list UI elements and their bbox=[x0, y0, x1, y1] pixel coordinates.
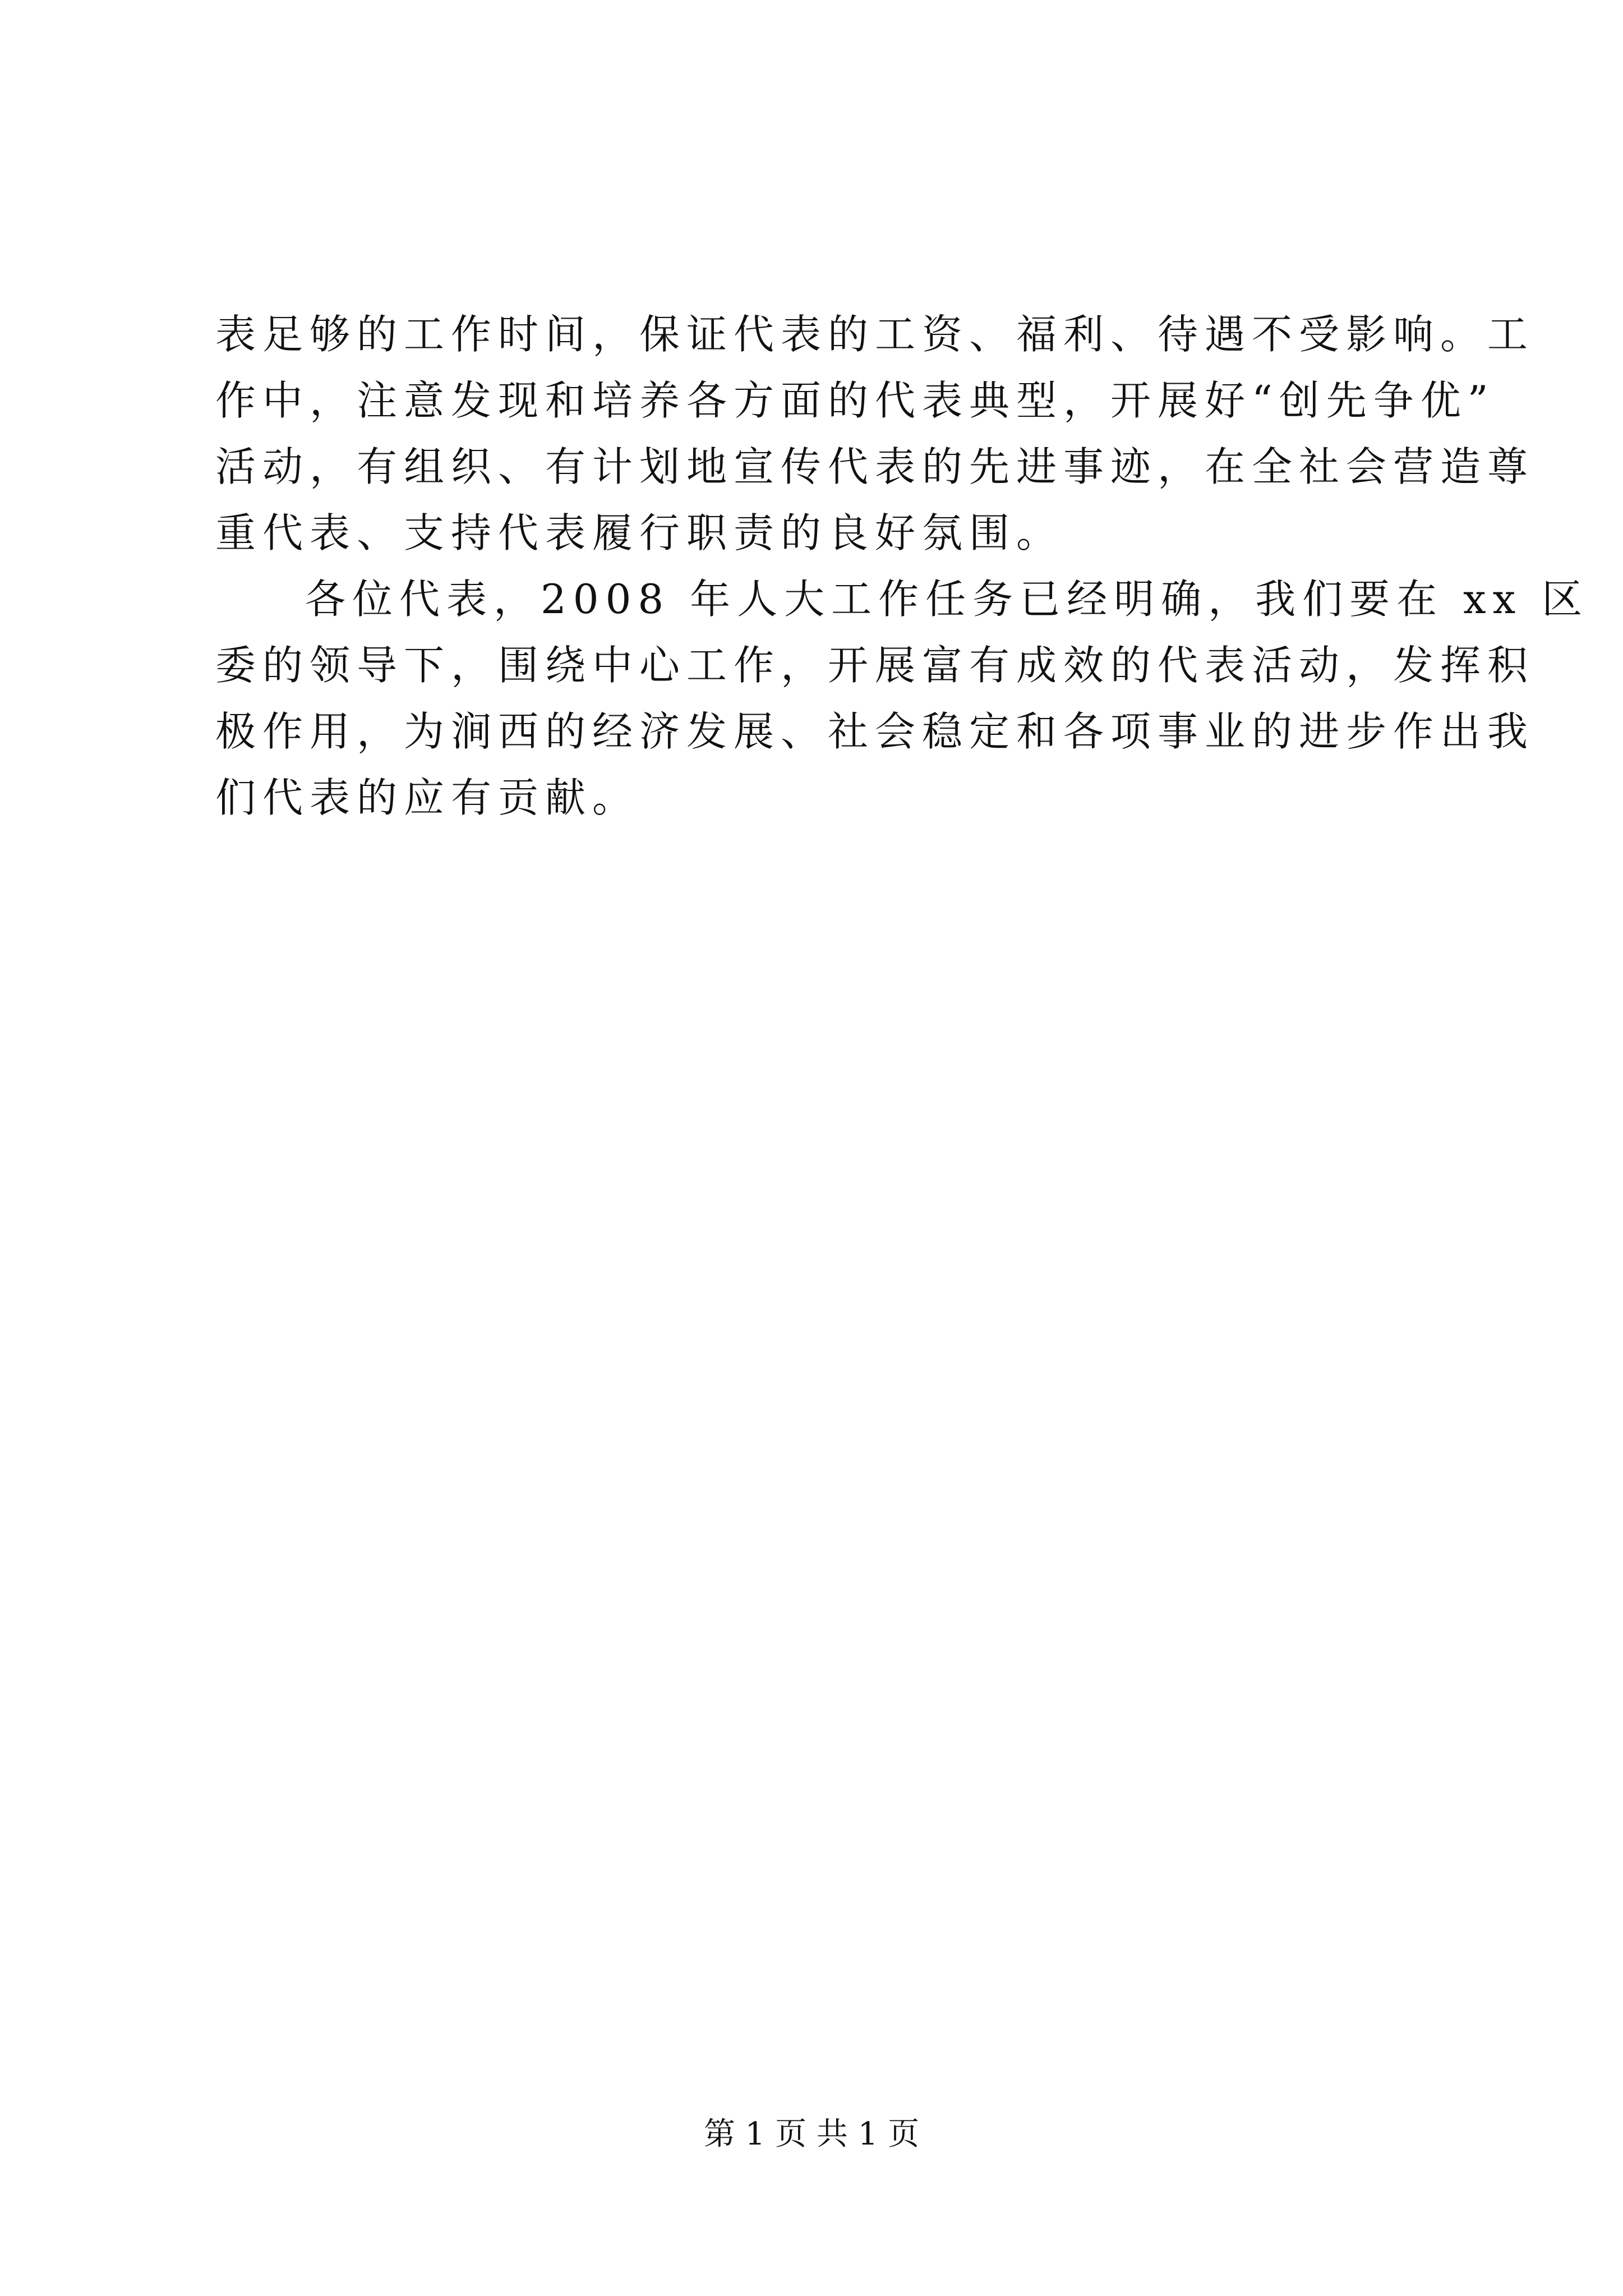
paragraph-line: 各位代表，2008 年人大工作任务已经明确，我们要在 xx 区 bbox=[305, 576, 1589, 623]
paragraph-line: 委的领导下，围绕中心工作，开展富有成效的代表活动，发挥积 bbox=[215, 642, 1535, 689]
paragraph-line: 重代表、支持代表履行职责的良好氛围。 bbox=[215, 509, 1064, 556]
paragraph-line: 作中，注意发现和培养各方面的代表典型，开展好“创先争优” bbox=[215, 377, 1495, 424]
paragraph-line: 极作用，为涧西的经济发展、社会稳定和各项事业的进步作出我 bbox=[215, 708, 1535, 755]
page-number-footer: 第 1 页 共 1 页 bbox=[703, 2116, 920, 2152]
paragraph-line: 表足够的工作时间，保证代表的工资、福利、待遇不受影响。工 bbox=[215, 311, 1535, 358]
body-text bbox=[215, 301, 1589, 831]
paragraph-line: 活动，有组织、有计划地宣传代表的先进事迹，在全社会营造尊 bbox=[215, 443, 1535, 490]
paragraph-line: 们代表的应有贡献。 bbox=[215, 774, 640, 821]
